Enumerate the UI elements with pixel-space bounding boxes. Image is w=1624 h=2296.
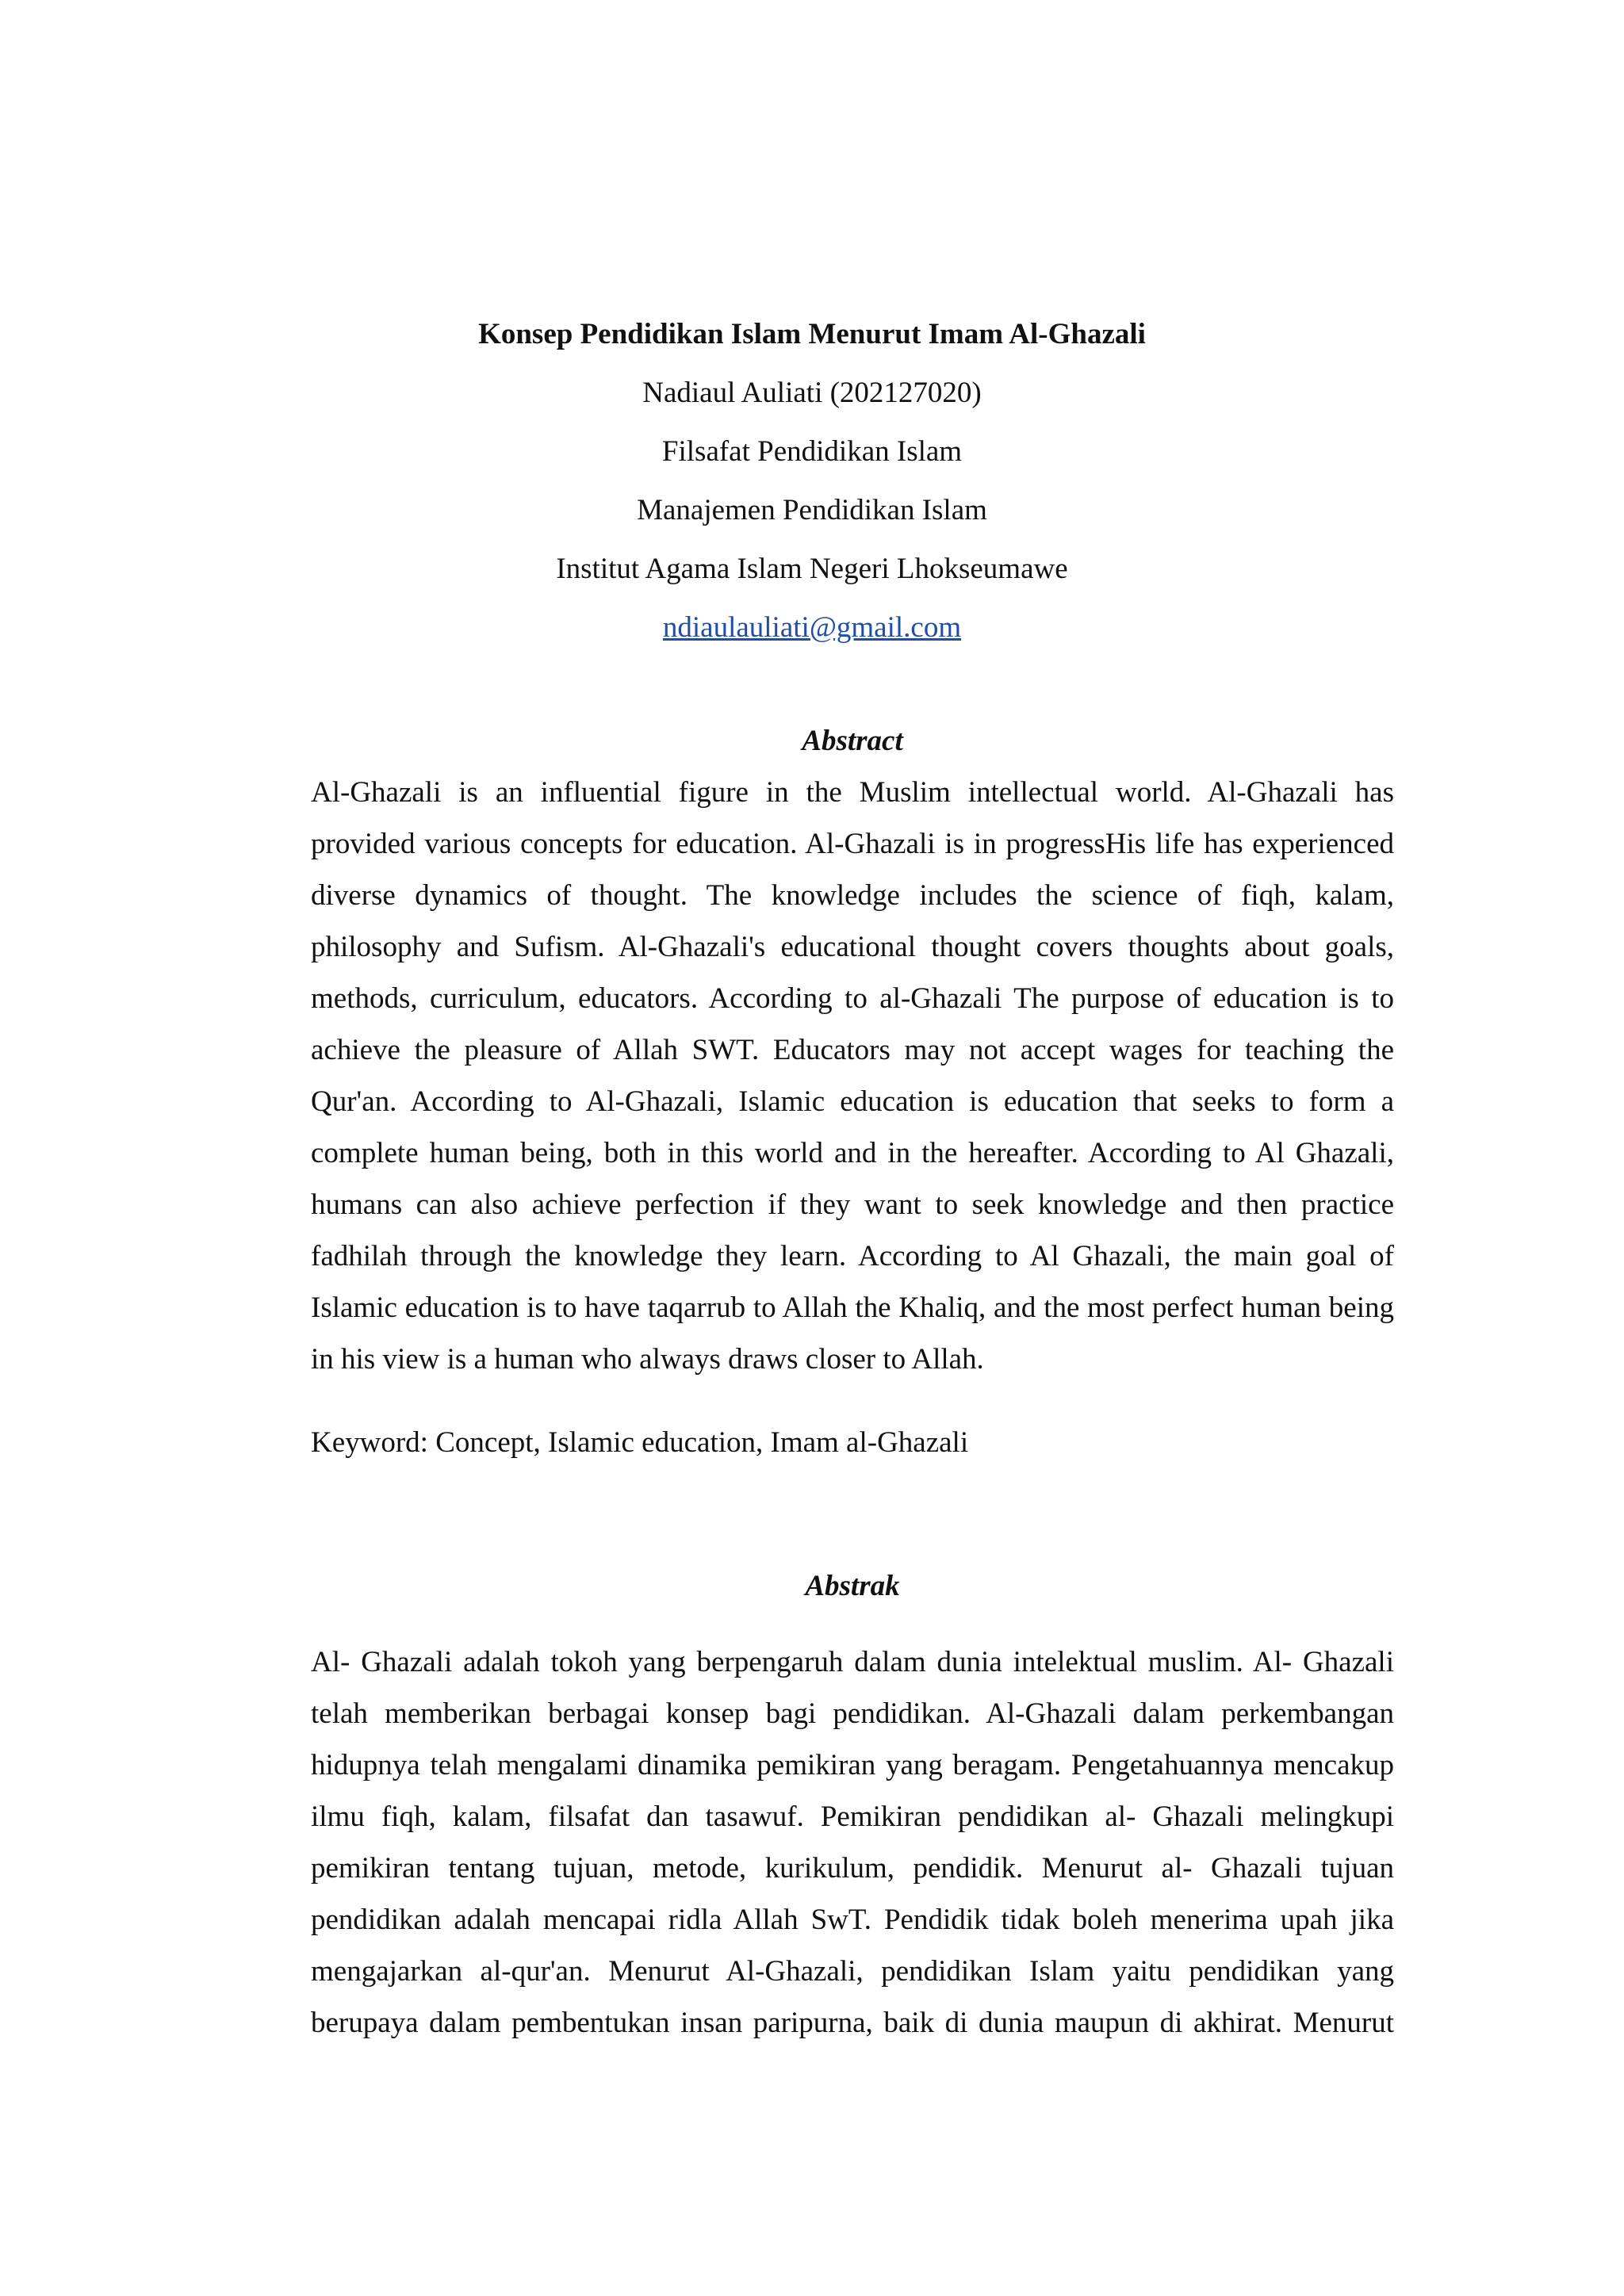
paragraph-line: methods, curriculum, educators. According to al-Ghazali The purpose of education is to — [311, 982, 1394, 1015]
paragraph-line: in his view is a human who always draws closer to Allah. — [311, 1343, 984, 1376]
institution-name: Institut Agama Islam Negeri Lhokseumawe — [556, 553, 1068, 585]
paper-header — [0, 305, 1624, 657]
abstrak-body — [311, 1636, 1394, 2049]
abstrak-heading: Abstrak — [805, 1570, 900, 1602]
paragraph-line: pendidikan adalah mencapai ridla Allah SwT. Pendidik tidak boleh menerima upah jika — [311, 1904, 1394, 1936]
paragraph-line: fadhilah through the knowledge they learn. According to Al Ghazali, the main goal of — [311, 1240, 1394, 1272]
author-name: Nadiaul Auliati (202127020) — [642, 377, 982, 409]
paragraph-line: achieve the pleasure of Allah SWT. Educators may not accept wages for teaching the — [311, 1034, 1394, 1066]
paragraph-line: humans can also achieve perfection if they want to seek knowledge and then practice — [311, 1188, 1394, 1221]
paragraph-line: Islamic education is to have taqarrub to Allah the Khaliq, and the most perfect human being — [311, 1292, 1394, 1324]
paragraph-line: diverse dynamics of thought. The knowledge includes the science of fiqh, kalam, — [311, 879, 1394, 912]
paragraph-line: philosophy and Sufism. Al-Ghazali's educational thought covers thoughts about goals, — [311, 931, 1394, 963]
paragraph-line: complete human being, both in this world and in the hereafter. According to Al Ghazali, — [311, 1137, 1394, 1169]
abstract-paragraph — [311, 767, 1394, 1385]
paragraph-line: berupaya dalam pembentukan insan paripurna, baik di dunia maupun di akhirat. Menurut — [311, 2007, 1394, 2039]
author-email-link[interactable]: ndiaulauliati@gmail.com — [662, 611, 962, 644]
department-name: Manajemen Pendidikan Islam — [637, 494, 987, 526]
abstrak-section — [311, 1560, 1394, 1612]
paragraph-line: telah memberikan berbagai konsep bagi pendidikan. Al-Ghazali dalam perkembangan — [311, 1697, 1394, 1730]
paragraph-line: Al- Ghazali adalah tokoh yang berpengaruh dalam dunia intelektual muslim. Al- Ghazali — [311, 1646, 1394, 1678]
abstract-heading: Abstract — [802, 725, 903, 757]
paragraph-line: provided various concepts for education. Al-Ghazali is in progressHis life has experienced — [311, 828, 1394, 860]
paragraph-line: pemikiran tentang tujuan, metode, kurikulum, pendidik. Menurut al- Ghazali tujuan — [311, 1852, 1394, 1885]
keywords-section — [311, 1417, 1394, 1468]
paragraph-line: hidupnya telah mengalami dinamika pemikiran yang beragam. Pengetahuannya mencakup — [311, 1749, 1394, 1781]
abstrak-paragraph — [311, 1636, 1394, 2049]
paragraph-line: mengajarkan al-qur'an. Menurut Al-Ghazali, pendidikan Islam yaitu pendidikan yang — [311, 1955, 1394, 1988]
paragraph-line: Qur'an. According to Al-Ghazali, Islamic education is education that seeks to form a — [311, 1085, 1394, 1118]
keywords-line: Keyword: Concept, Islamic education, Imam al-Ghazali — [311, 1426, 969, 1459]
course-name: Filsafat Pendidikan Islam — [661, 435, 963, 468]
abstract-section — [311, 715, 1394, 1385]
paragraph-line: Al-Ghazali is an influential figure in the Muslim intellectual world. Al-Ghazali has — [311, 776, 1394, 809]
paragraph-line: ilmu fiqh, kalam, filsafat dan tasawuf. Pemikiran pendidikan al- Ghazali melingkupi — [311, 1800, 1394, 1833]
paper-title: Konsep Pendidikan Islam Menurut Imam Al-Ghazali — [478, 318, 1146, 350]
